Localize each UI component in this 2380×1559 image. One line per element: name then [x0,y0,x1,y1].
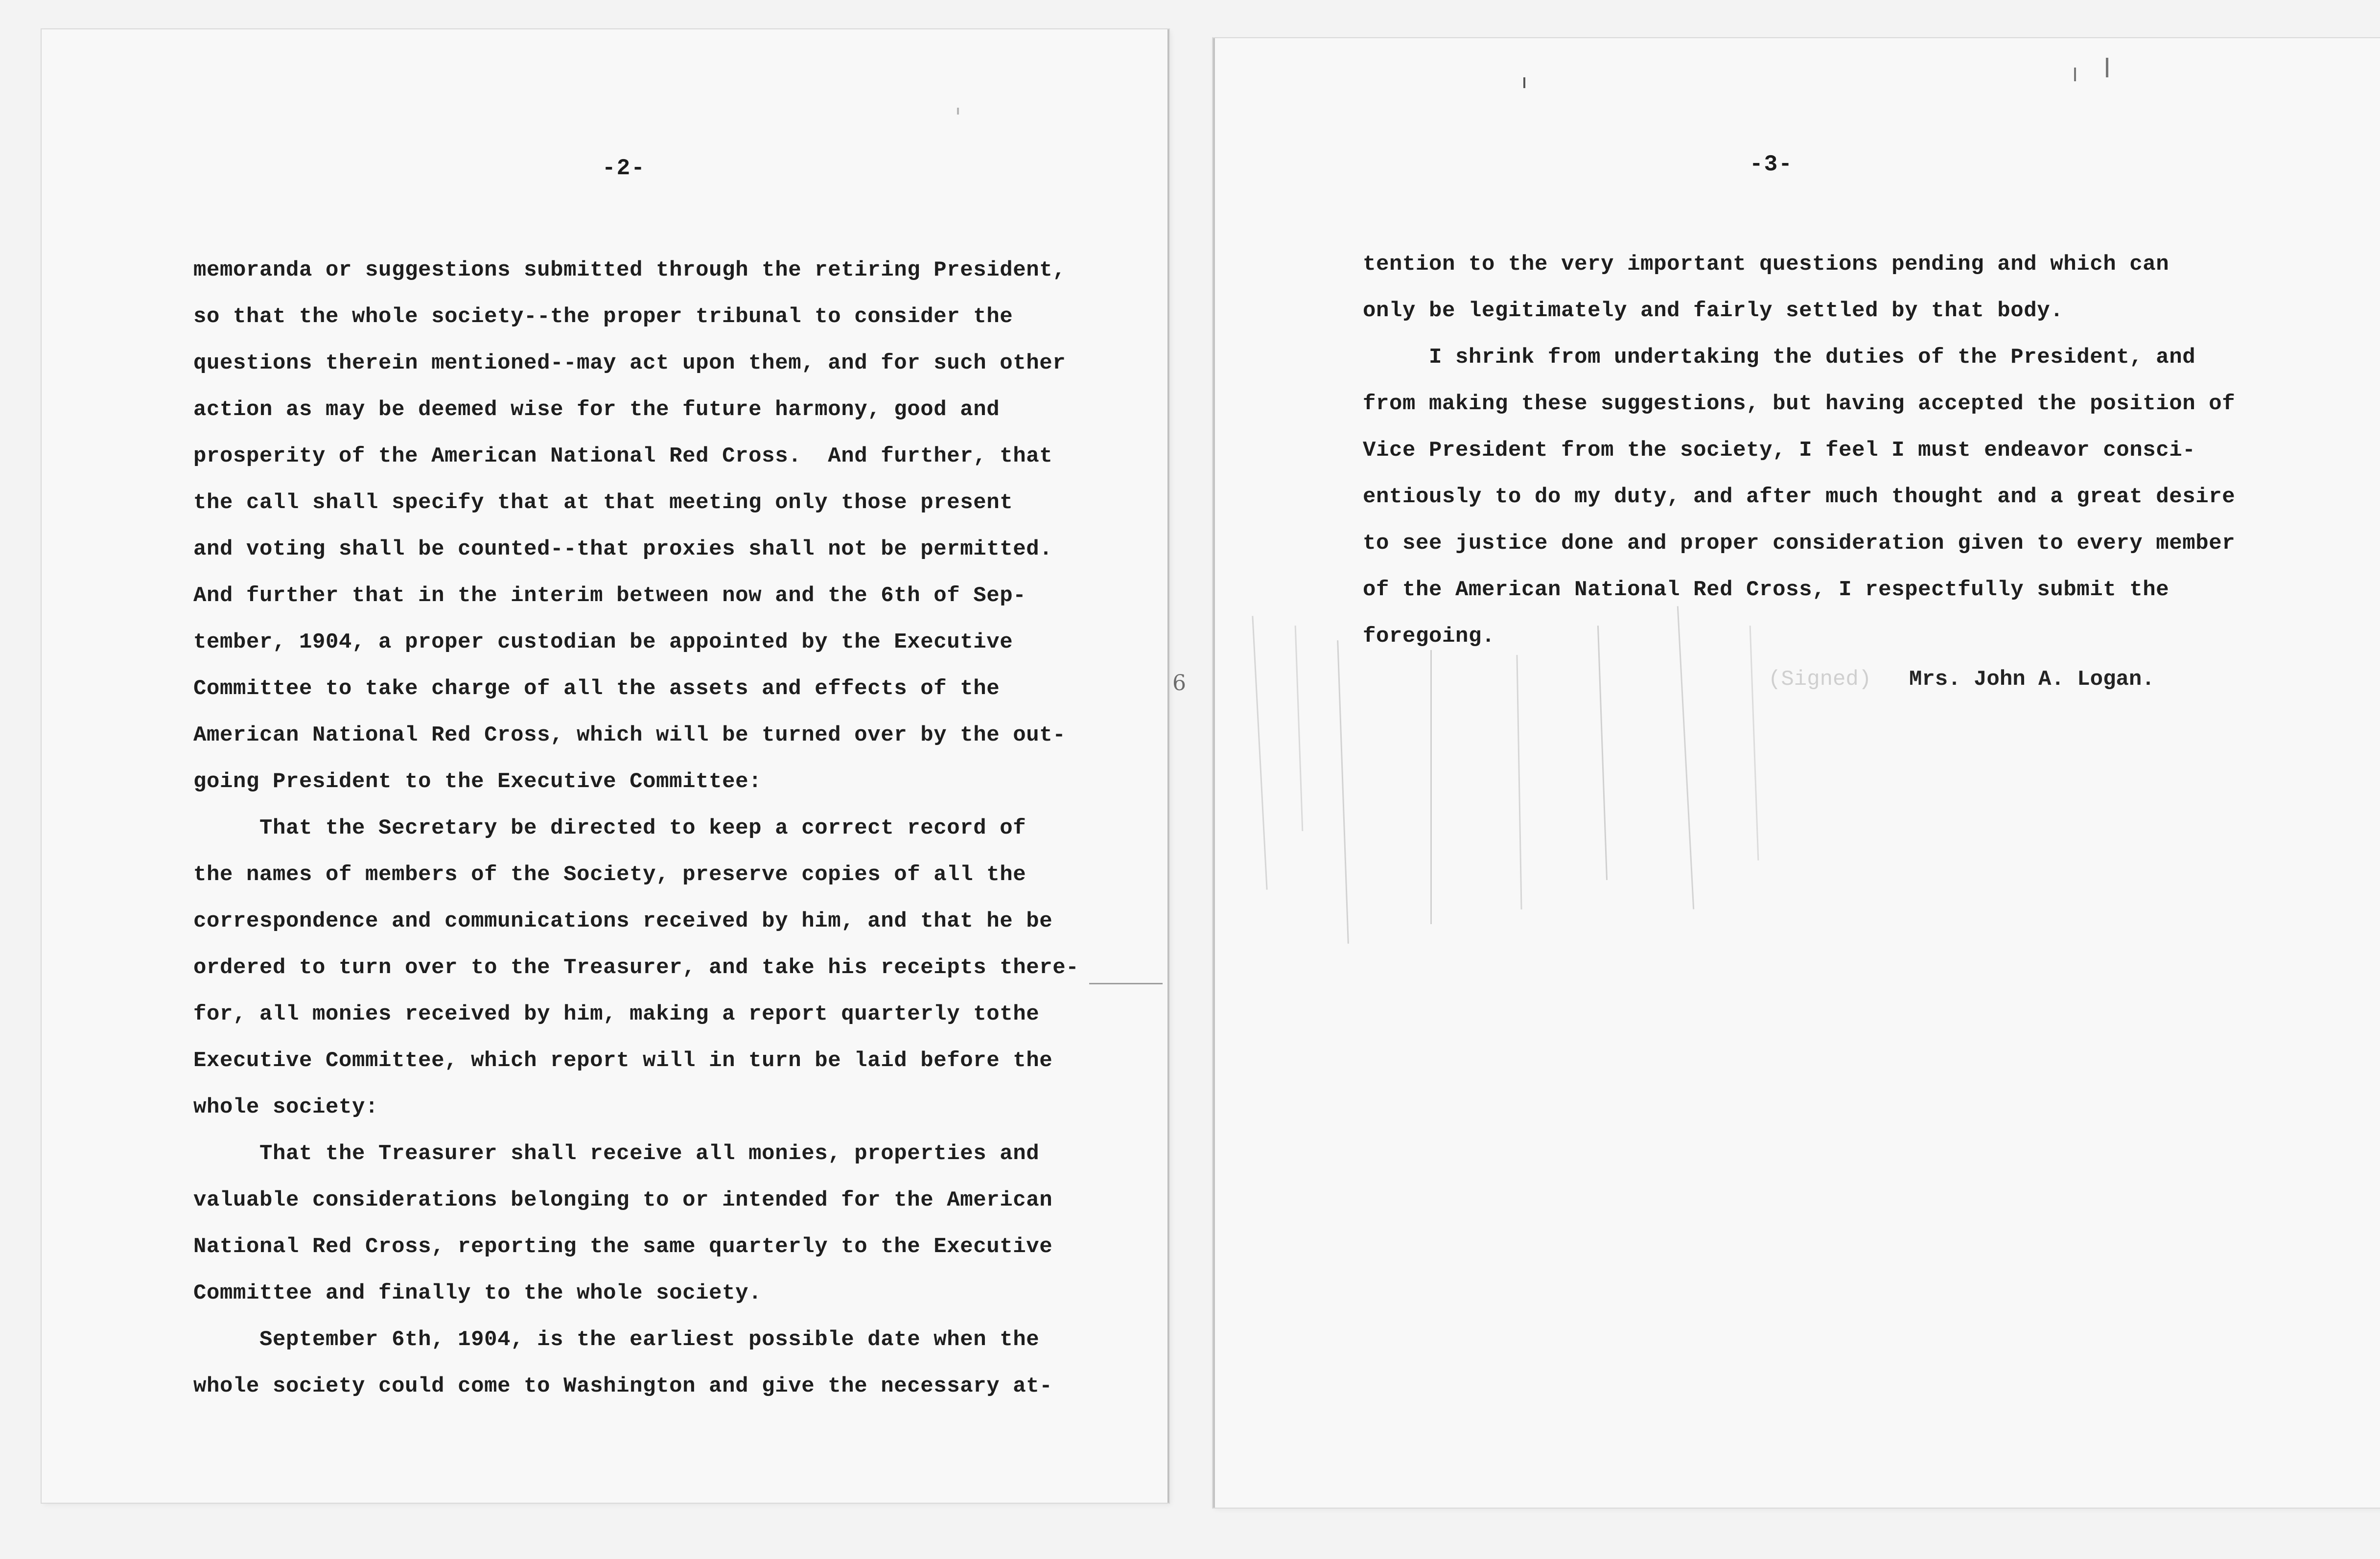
bleed-through-stroke [1597,626,1608,880]
text-line: That the Secretary be directed to keep a correct record of [193,816,1027,840]
page-number: -2- [602,156,646,181]
text-line: ordered to turn over to the Treasurer, and take his receipts there- [193,955,1079,980]
text-line: going President to the Executive Committee: [193,769,762,794]
text-line: entiously to do my duty, and after much thought and a great desire [1363,485,2236,509]
text-line: American National Red Cross, which will be turned over by the out- [193,723,1066,747]
page-number: -3- [1750,152,1793,177]
bleed-through-stroke [1750,626,1759,861]
text-line: so that the whole society--the proper tribunal to consider the [193,304,1013,329]
bleed-through-stroke [1295,626,1304,831]
text-line: September 6th, 1904, is the earliest possible date when the [193,1327,1040,1352]
text-line: prosperity of the American National Red Cross. And further, that [193,444,1053,468]
bleed-through-stroke [1430,650,1432,924]
text-line: of the American National Red Cross, I respectfully submit the [1363,578,2170,602]
text-line: memoranda or suggestions submitted through the retiring President, [193,258,1066,282]
tick-mark [957,108,959,115]
text-line: whole society: [193,1095,379,1119]
margin-mark: 6 [1172,671,1186,696]
text-line: tember, 1904, a proper custodian be appointed by the Executive [193,630,1013,654]
text-line: correspondence and communications received by him, and that he be [193,909,1053,933]
bleed-through-stroke [1337,640,1349,944]
text-line: tention to the very important questions pending and which can [1363,252,2170,277]
text-line: Committee to take charge of all the assets and effects of the [193,676,1000,701]
tick-mark [2106,58,2108,77]
text-line: action as may be deemed wise for the future harmony, good and [193,397,1000,422]
document-page-3 [1213,38,2380,1508]
text-line: to see justice done and proper consideration given to every member [1363,531,2236,556]
text-line: foregoing. [1363,624,1495,649]
text-line: for, all monies received by him, making a report quarterly tothe [193,1002,1040,1026]
text-line: I shrink from undertaking the duties of the President, and [1363,345,2196,370]
text-line: valuable considerations belonging to or intended for the American [193,1188,1053,1212]
underline-mark [1089,983,1163,984]
text-line: from making these suggestions, but having accepted the position of [1363,392,2236,416]
tick-mark [1523,77,1525,88]
signature-label: (Signed) [1768,667,1872,692]
bleed-through-stroke [1516,655,1522,909]
text-line: questions therein mentioned--may act upon them, and for such other [193,351,1066,375]
text-line: And further that in the interim between now and the 6th of Sep- [193,583,1027,608]
bleed-through-stroke [1677,606,1694,909]
document-page-2 [42,29,1169,1503]
text-line: whole society could come to Washington and give the necessary at- [193,1374,1053,1398]
text-line: the names of members of the Society, preserve copies of all the [193,862,1027,887]
text-line: only be legitimately and fairly settled by that body. [1363,299,2064,323]
tick-mark [2074,68,2076,81]
text-line: Committee and finally to the whole society. [193,1281,762,1305]
text-line: Vice President from the society, I feel I must endeavor consci- [1363,438,2196,463]
text-line: Executive Committee, which report will in turn be laid before the [193,1048,1053,1073]
text-line: That the Treasurer shall receive all monies, properties and [193,1141,1040,1166]
signature: Mrs. John A. Logan. [1909,667,2155,692]
text-line: National Red Cross, reporting the same quarterly to the Executive [193,1234,1053,1259]
text-line: the call shall specify that at that meeting only those present [193,490,1013,515]
text-line: and voting shall be counted--that proxies shall not be permitted. [193,537,1053,561]
bleed-through-stroke [1252,616,1267,889]
